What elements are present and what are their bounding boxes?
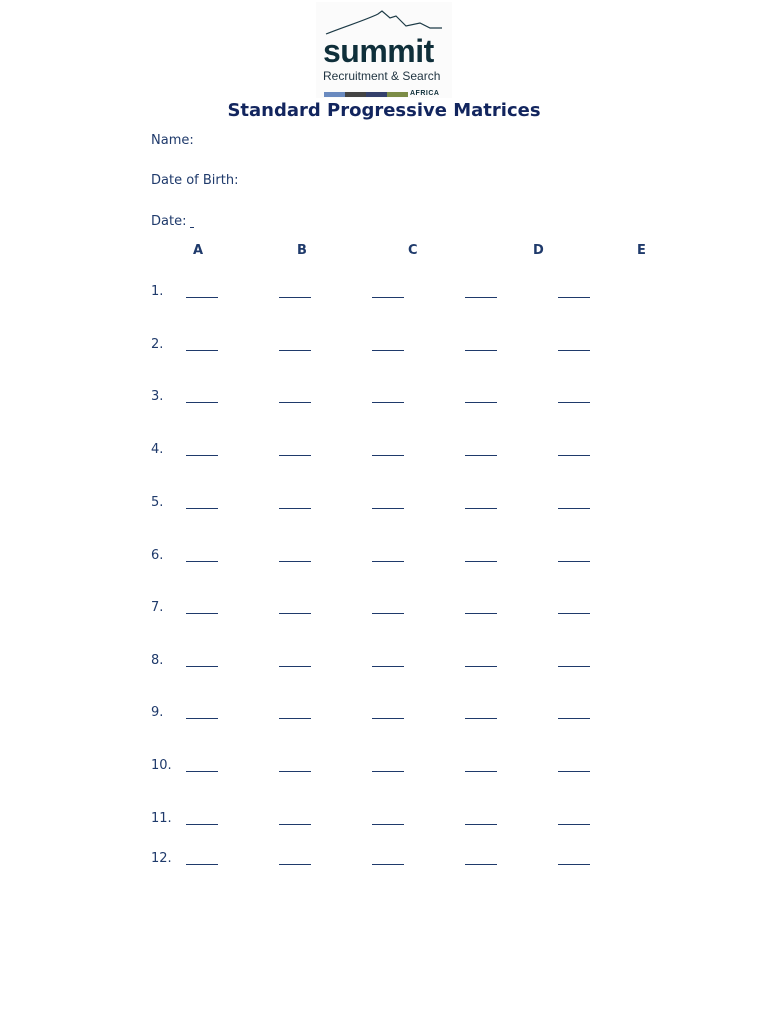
answer-blank[interactable] [186, 508, 218, 509]
answer-blank[interactable] [279, 561, 311, 562]
column-header: E [637, 243, 646, 258]
answer-blank[interactable] [558, 613, 590, 614]
logo-stripe [345, 92, 366, 97]
row-number: 11. [151, 811, 172, 826]
answer-blank[interactable] [558, 402, 590, 403]
answer-blank[interactable] [372, 350, 404, 351]
answer-blank[interactable] [279, 508, 311, 509]
logo-region: AFRICA [410, 90, 440, 97]
answer-blank[interactable] [186, 402, 218, 403]
answer-blank[interactable] [372, 666, 404, 667]
answer-blank[interactable] [279, 718, 311, 719]
answer-blank[interactable] [279, 864, 311, 865]
answer-blank[interactable] [279, 771, 311, 772]
answer-blank[interactable] [465, 455, 497, 456]
answer-blank[interactable] [465, 561, 497, 562]
answer-blank[interactable] [465, 350, 497, 351]
logo-tagline: Recruitment & Search [323, 69, 441, 83]
answer-blank[interactable] [558, 350, 590, 351]
answer-blank[interactable] [465, 824, 497, 825]
answer-blank[interactable] [279, 455, 311, 456]
answer-blank[interactable] [372, 771, 404, 772]
answer-blank[interactable] [372, 402, 404, 403]
answer-blank[interactable] [465, 613, 497, 614]
column-header: C [408, 243, 418, 258]
answer-blank[interactable] [558, 824, 590, 825]
answer-blank[interactable] [465, 297, 497, 298]
row-number: 7. [151, 600, 164, 615]
answer-blank[interactable] [186, 771, 218, 772]
row-number: 4. [151, 442, 164, 457]
answer-blank[interactable] [465, 718, 497, 719]
summit-logo [316, 2, 452, 98]
answer-blank[interactable] [558, 771, 590, 772]
answer-blank[interactable] [186, 350, 218, 351]
answer-blank[interactable] [279, 402, 311, 403]
logo-stripe [387, 92, 408, 97]
date-label: Date: [151, 214, 187, 229]
row-number: 1. [151, 284, 164, 299]
answer-blank[interactable] [372, 561, 404, 562]
row-number: 3. [151, 389, 164, 404]
answer-blank[interactable] [279, 350, 311, 351]
logo-stripe [324, 92, 345, 97]
dob-label: Date of Birth: [151, 173, 239, 188]
answer-blank[interactable] [465, 508, 497, 509]
page-title: Standard Progressive Matrices [227, 100, 541, 121]
answer-blank[interactable] [465, 666, 497, 667]
name-label: Name: [151, 133, 194, 148]
answer-blank[interactable] [465, 402, 497, 403]
answer-blank[interactable] [465, 771, 497, 772]
answer-blank[interactable] [279, 613, 311, 614]
row-number: 2. [151, 337, 164, 352]
answer-blank[interactable] [372, 864, 404, 865]
answer-blank[interactable] [279, 824, 311, 825]
answer-blank[interactable] [558, 718, 590, 719]
answer-blank[interactable] [558, 561, 590, 562]
logo-wordmark: summit [323, 33, 434, 69]
row-number: 9. [151, 705, 164, 720]
row-number: 8. [151, 653, 164, 668]
answer-blank[interactable] [279, 297, 311, 298]
row-number: 5. [151, 495, 164, 510]
answer-blank[interactable] [558, 864, 590, 865]
answer-blank[interactable] [186, 718, 218, 719]
answer-blank[interactable] [186, 864, 218, 865]
answer-blank[interactable] [372, 297, 404, 298]
row-number: 6. [151, 548, 164, 563]
answer-blank[interactable] [372, 718, 404, 719]
answer-blank[interactable] [186, 297, 218, 298]
column-header: A [193, 243, 204, 258]
answer-blank[interactable] [465, 864, 497, 865]
answer-blank[interactable] [372, 613, 404, 614]
logo-stripe [366, 92, 387, 97]
answer-blank[interactable] [558, 666, 590, 667]
row-number: 10. [151, 758, 172, 773]
answer-blank[interactable] [186, 455, 218, 456]
column-header: D [533, 243, 544, 258]
answer-blank[interactable] [186, 666, 218, 667]
answer-blank[interactable] [558, 508, 590, 509]
answer-blank[interactable] [186, 613, 218, 614]
answer-blank[interactable] [279, 666, 311, 667]
column-header: B [297, 243, 307, 258]
answer-blank[interactable] [186, 824, 218, 825]
answer-blank[interactable] [186, 561, 218, 562]
answer-blank[interactable] [558, 455, 590, 456]
answer-blank[interactable] [372, 508, 404, 509]
answer-blank[interactable] [372, 824, 404, 825]
answer-blank[interactable] [372, 455, 404, 456]
row-number: 12. [151, 851, 172, 866]
answer-blank[interactable] [558, 297, 590, 298]
date-blank[interactable] [190, 227, 194, 228]
